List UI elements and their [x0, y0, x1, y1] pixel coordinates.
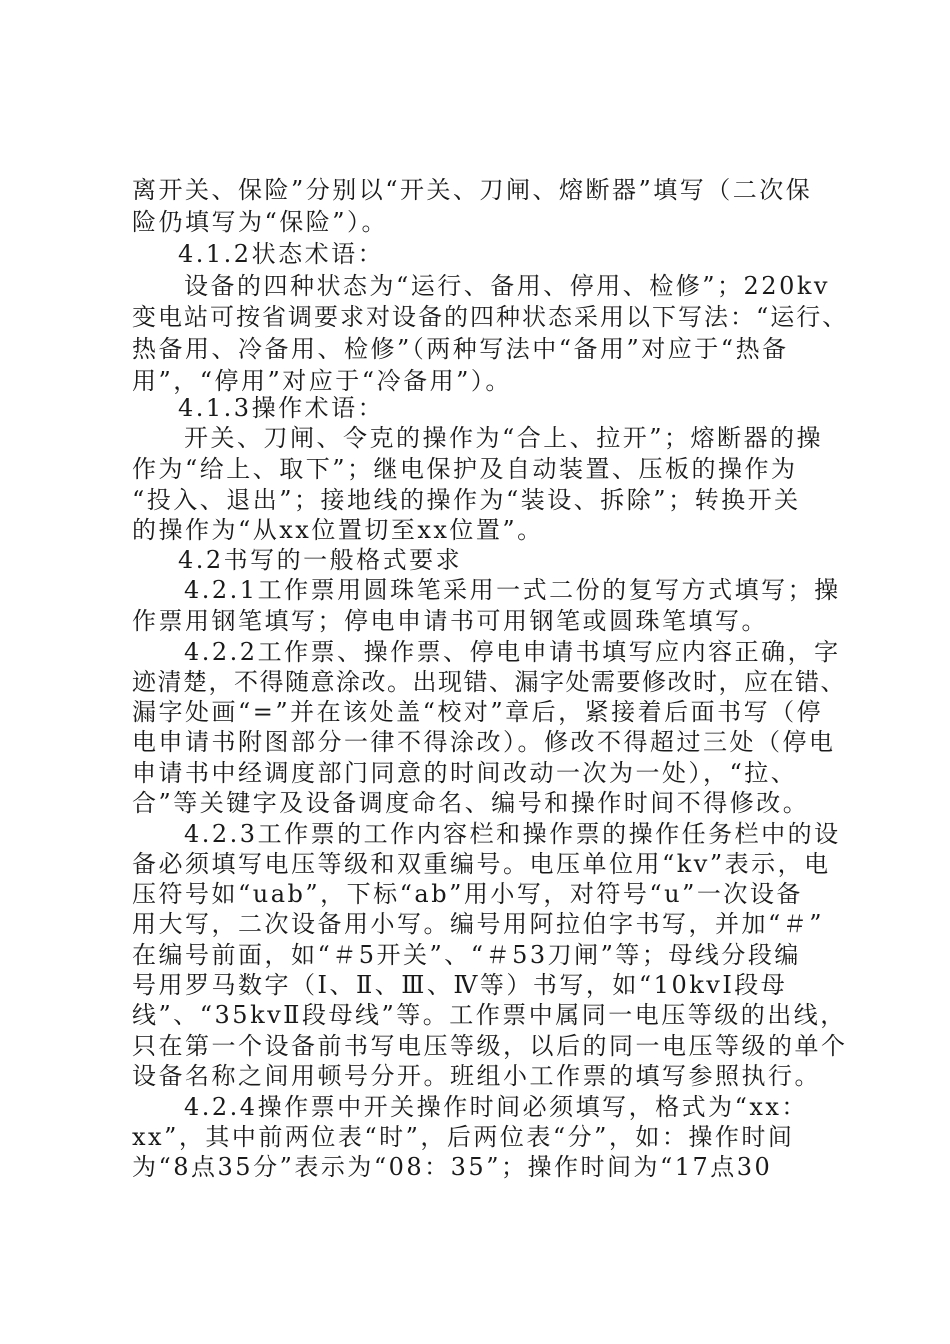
- text-line: 作为“给上、取下”；继电保护及自动装置、压板的操作为: [132, 455, 798, 483]
- text-line: 热备用、冷备用、检修”（两种写法中“备用”对应于“热备: [132, 335, 789, 363]
- text-line: 4.2.3工作票的工作内容栏和操作票的操作任务栏中的设: [184, 820, 841, 848]
- text-line: 迹清楚，不得随意涂改。出现错、漏字处需要修改时，应在错、: [132, 668, 846, 696]
- section-heading: 4.1.3操作术语：: [178, 394, 385, 422]
- text-line: 漏字处画“=”并在该处盖“校对”章后，紧接着后面书写（停: [132, 698, 824, 726]
- text-line: xx”，其中前两位表“时”，后两位表“分”，如：操作时间: [132, 1123, 795, 1151]
- text-line: 为“8点35分”表示为“08：35”；操作时间为“17点30: [132, 1153, 773, 1181]
- text-line: 变电站可按省调要求对设备的四种状态采用以下写法：“运行、: [132, 303, 849, 331]
- text-line: 4.2.1工作票用圆珠笔采用一式二份的复写方式填写；操: [184, 576, 841, 604]
- text-line: 用大写，二次设备用小写。编号用阿拉伯字书写，并加“＃”: [132, 910, 825, 938]
- text-line: 压符号如“uab”，下标“ab”用小写，对符号“u”一次设备: [132, 880, 803, 908]
- section-heading: 4.2书写的一般格式要求: [178, 546, 463, 574]
- text-line: 只在第一个设备前书写电压等级，以后的同一电压等级的单个: [132, 1032, 848, 1060]
- section-heading: 4.1.2状态术语：: [178, 240, 385, 268]
- text-line: “投入、退出”；接地线的操作为“装设、拆除”；转换开关: [132, 486, 801, 514]
- text-line: 设备名称之间用顿号分开。班组小工作票的填写参照执行。: [132, 1062, 821, 1090]
- text-line: 4.2.2工作票、操作票、停电申请书填写应内容正确，字: [184, 638, 841, 666]
- text-line: 4.2.4操作票中开关操作时间必须填写，格式为“xx：: [184, 1093, 808, 1121]
- text-line: 开关、刀闸、令克的操作为“合上、拉开”；熔断器的操: [184, 424, 824, 452]
- text-line: 险仍填写为“保险”）。: [132, 208, 389, 236]
- text-line: 线”、“35kvⅡ段母线”等。工作票中属同一电压等级的出线，: [132, 1001, 847, 1029]
- text-line: 的操作为“从xx位置切至xx位置”。: [132, 516, 544, 544]
- text-line: 设备的四种状态为“运行、备用、停用、检修”；220kv: [184, 272, 830, 300]
- text-line: 合”等关键字及设备调度命名、编号和操作时间不得修改。: [132, 789, 810, 817]
- text-line: 用”，“停用”对应于“冷备用”）。: [132, 367, 512, 395]
- text-line: 电申请书附图部分一律不得涂改）。修改不得超过三处（停电: [132, 728, 836, 756]
- text-line: 号用罗马数字（Ⅰ、Ⅱ、Ⅲ、Ⅳ等）书写，如“10kvⅠ段母: [132, 971, 788, 999]
- text-line: 在编号前面，如“＃5开关”、“＃53刀闸”等；母线分段编: [132, 941, 801, 969]
- text-line: 备必须填写电压等级和双重编号。电压单位用“kv”表示，电: [132, 850, 831, 878]
- text-line: 离开关、保险”分别以“开关、刀闸、熔断器”填写（二次保: [132, 176, 813, 204]
- text-line: 申请书中经调度部门同意的时间改动一次为一处），“拉、: [132, 759, 798, 787]
- text-line: 作票用钢笔填写；停电申请书可用钢笔或圆珠笔填写。: [132, 607, 768, 635]
